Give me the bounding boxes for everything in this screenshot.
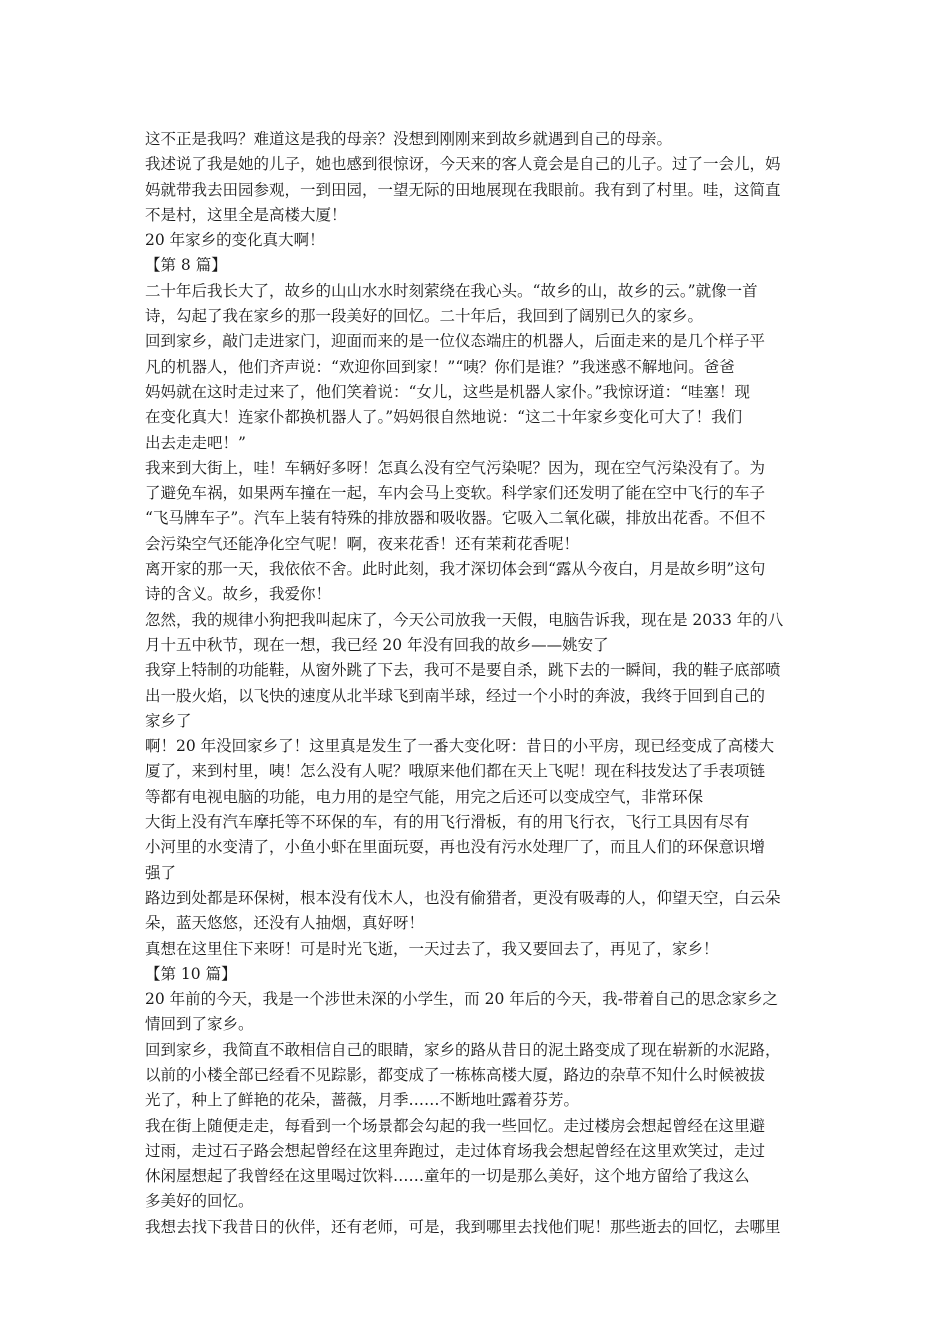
text-line: 真想在这里住下来呀！可是时光飞逝，一天过去了，我又要回去了，再见了，家乡！ <box>145 939 719 958</box>
text-line: 以前的小楼全部已经看不见踪影，都变成了一栋栋高楼大厦，路边的杂草不知什么时候被拔 <box>145 1065 766 1084</box>
text-line: 回到家乡，敲门走进家门，迎面而来的是一位仪态端庄的机器人，后面走来的是几个样子平 <box>145 332 766 351</box>
text-line: 出一股火焰，以飞快的速度从北半球飞到南半球，经过一个小时的奔波，我终于回到自己的 <box>145 686 766 705</box>
text-line: 强了 <box>145 863 177 882</box>
text-line: 情回到了家乡。 <box>145 1015 254 1034</box>
text-line: 小河里的水变清了，小鱼小虾在里面玩耍，再也没有污水处理厂了，而且人们的环保意识增 <box>145 838 766 857</box>
text-line: 多美好的回忆。 <box>145 1192 254 1211</box>
text-line: 我想去找下我昔日的伙伴，还有老师，可是，我到哪里去找他们呢！那些逝去的回忆，去哪里 <box>145 1217 781 1236</box>
text-line: 我述说了我是她的儿子，她也感到很惊讶，今天来的客人竟会是自己的儿子。过了一会儿，妈 <box>145 155 781 174</box>
text-line: 诗，勾起了我在家乡的那一段美好的回忆。二十年后，我回到了阔别已久的家乡。 <box>145 307 704 326</box>
text-line: 月十五中秋节，现在一想，我已经 20 年没有回我的故乡——姚安了 <box>145 635 609 654</box>
text-line: 在变化真大！连家仆都换机器人了。”妈妈很自然地说：“这二十年家乡变化可大了！我们 <box>145 408 743 427</box>
text-line: 路边到处都是环保树，根本没有伐木人，也没有偷猎者，更没有吸毒的人，仰望天空，白云朵 <box>145 888 781 907</box>
text-line: 不是村，这里全是高楼大厦！ <box>145 205 347 224</box>
document-body <box>145 127 813 1240</box>
text-line: 忽然，我的规律小狗把我叫起床了，今天公司放我一天假，电脑告诉我，现在是 2033 年的八 <box>145 610 784 629</box>
text-line: 朵，蓝天悠悠，还没有人抽烟，真好呀！ <box>145 914 425 933</box>
text-line: 20 年前的今天，我是一个涉世未深的小学生，而 20 年后的今天，我-带着自己的思念家乡之 <box>145 990 778 1009</box>
text-line: 过雨，走过石子路会想起曾经在这里奔跑过，走过体育场我会想起曾经在这里欢笑过，走过 <box>145 1141 766 1160</box>
text-line: 啊！20 年没回家乡了！这里真是发生了一番大变化呀：昔日的小平房，现已经变成了高楼大 <box>145 737 775 756</box>
text-line: “飞马牌车子”。汽车上装有特殊的排放器和吸收器。它吸入二氧化碳，排放出花香。不但不 <box>145 509 766 528</box>
text-line: 我在街上随便走走，每看到一个场景都会勾起的我一些回忆。走过楼房会想起曾经在这里避 <box>145 1116 766 1135</box>
text-line: 家乡了 <box>145 711 192 730</box>
text-line: 离开家的那一天，我依依不舍。此时此刻，我才深切体会到“露从今夜白，月是故乡明”这句 <box>145 560 766 579</box>
text-line: 大街上没有汽车摩托等不环保的车，有的用飞行滑板，有的用飞行衣，飞行工具因有尽有 <box>145 813 750 832</box>
text-line: 休闲屋想起了我曾经在这里喝过饮料……童年的一切是那么美好，这个地方留给了我这么 <box>145 1167 750 1186</box>
text-line: 二十年后我长大了，故乡的山山水水时刻萦绕在我心头。“故乡的山，故乡的云。”就像一首 <box>145 281 758 300</box>
text-line: 我穿上特制的功能鞋，从窗外跳了下去，我可不是要自杀，跳下去的一瞬间，我的鞋子底部喷 <box>145 661 781 680</box>
text-line: 我来到大街上，哇！车辆好多呀！怎真么没有空气污染呢？因为，现在空气污染没有了。为 <box>145 458 766 477</box>
text-line: 了避免车祸，如果两车撞在一起，车内会马上变软。科学家们还发明了能在空中飞行的车子 <box>145 484 766 503</box>
text-line: 厦了，来到村里，咦！怎么没有人呢？哦原来他们都在天上飞呢！现在科技发达了手表项链 <box>145 762 766 781</box>
text-line: 妈就带我去田园参观，一到田园，一望无际的田地展现在我眼前。我有到了村里。哇，这简直 <box>145 180 781 199</box>
text-line: 诗的含义。故乡，我爱你！ <box>145 585 332 604</box>
text-line: 会污染空气还能净化空气呢！啊，夜来花香！还有茉莉花香呢！ <box>145 534 580 553</box>
text-line: 等都有电视电脑的功能，电力用的是空气能，用完之后还可以变成空气，非常环保 <box>145 787 704 806</box>
text-line: 光了，种上了鲜艳的花朵，蔷薇，月季……不断地吐露着芬芳。 <box>145 1091 580 1110</box>
section-heading: 【第 8 篇】 <box>145 256 227 275</box>
text-line: 凡的机器人，他们齐声说：“欢迎你回到家！”“咦？你们是谁？”我迷惑不解地问。爸爸 <box>145 357 735 376</box>
text-line: 20 年家乡的变化真大啊！ <box>145 231 325 250</box>
section-heading: 【第 10 篇】 <box>145 964 237 983</box>
text-line: 出去走走吧！” <box>145 433 246 452</box>
text-line: 妈妈就在这时走过来了，他们笑着说：“女儿，这些是机器人家仆。”我惊讶道：“哇塞！现 <box>145 382 751 401</box>
text-line: 回到家乡，我简直不敢相信自己的眼睛，家乡的路从昔日的泥土路变成了现在崭新的水泥路， <box>145 1040 781 1059</box>
text-line: 这不正是我吗？难道这是我的母亲？没想到刚刚来到故乡就遇到自己的母亲。 <box>145 130 673 148</box>
